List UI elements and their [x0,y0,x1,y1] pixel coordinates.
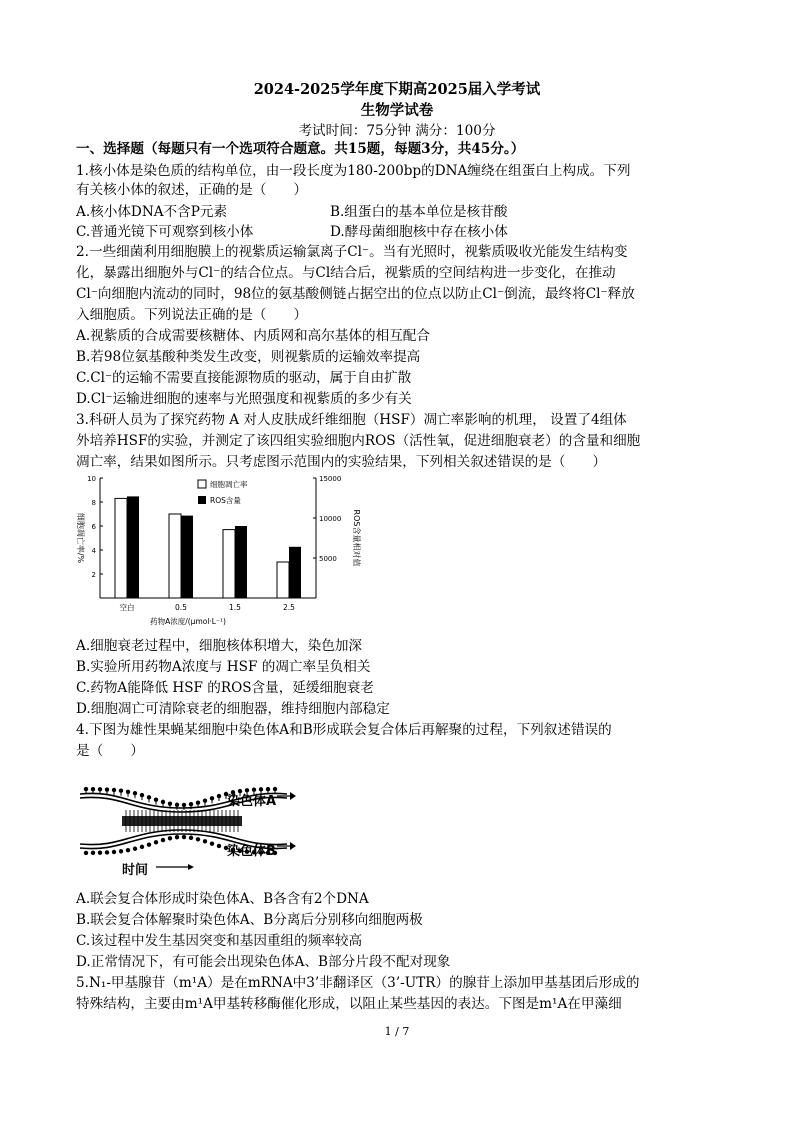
chromatin-loop [140,845,144,849]
q2-option-a: A.视紫质的合成需要核糖体、内质网和高尔基体的相互配合 [76,328,430,344]
chromatin-loop [168,836,172,840]
q2-stem-line2: 化，暴露出细胞外与Cl⁻的结合位点。与Cl结合后，视紫质的空间结构进一步变化，在推动 [76,265,616,281]
q3-option-a: A.细胞衰老过程中，细胞核体积增大，染色加深 [76,638,363,654]
chromatin-loop [91,787,95,791]
q3-stem-line2: 外培养HSF的实验，并测定了该四组实验细胞内ROS（活性氧，促进细胞衰老）的含量和细胞 [76,433,641,449]
y-axis-label: 细胞凋亡率/% [76,512,85,564]
chromatin-loop [217,844,221,848]
y2-axis-label: ROS含量相对值 [352,509,361,567]
q3-option-d: D.细胞凋亡可清除衰老的细胞器，维持细胞内部稳定 [76,701,390,717]
chromatin-loop [161,800,165,804]
q1-option-b: B.组蛋白的基本单位是核苷酸 [330,204,508,220]
chromatin-loop [119,789,123,793]
chromatin-loop [196,837,200,841]
q5-stem-line2: 特殊结构，主要由m¹A甲基转移酶催化形成，以阻止某些基因的表达。下图是m¹A在甲藻细 [76,996,622,1012]
legend-swatch-apoptosis [198,480,206,488]
chromatin-loop [175,835,179,839]
chromatin-loop [133,791,137,795]
q1-option-d: D.酵母菌细胞核中存在核小体 [330,224,508,240]
q3-bar-chart [70,470,370,630]
chromatin-loop [182,803,186,807]
q4-stem-line1: 4.下图为雄性果蝇某细胞中染色体A和B形成联会复合体后再解聚的过程，下列叙述错误的 [76,722,612,738]
chromatin-loop [168,801,172,805]
bar-apoptosis-rate [169,514,181,598]
chromatin-loop [175,803,179,807]
bar-ros-content [289,547,301,598]
x-tick-label: 1.5 [229,603,241,612]
q1-option-a: A.核小体DNA不含P元素 [76,204,228,220]
chromatin-loop [189,802,193,806]
q4-label-chromosome-a: 染色体A [227,794,277,809]
x-axis-label: 药物A浓度/(μmol·L⁻¹) [150,617,226,626]
chromatin-loop [126,790,130,794]
chromatin-loop [189,836,193,840]
q4-option-b: B.联会复合体解聚时染色体A、B分离后分别移向细胞两极 [76,912,423,928]
chromatin-loop [161,838,165,842]
exam-info: 考试时间：75分钟 满分：100分 [298,123,496,139]
bar-ros-content [127,496,139,598]
chromatin-loop [203,798,207,802]
chromatin-loop [217,794,221,798]
x-tick-label: 2.5 [283,603,295,612]
chromatin-loop [182,835,186,839]
q2-stem-line4: 入细胞质。下列说法正确的是（ ） [76,307,308,323]
y-tick-label: 10 [87,475,96,483]
chromatin-loop [203,839,207,843]
q4-label-chromosome-b: 染色体B [227,844,276,859]
q1-stem-line2: 有关核小体的叙述，正确的是（ ） [76,182,308,198]
page-number: 1 / 7 [384,1025,410,1038]
chromatin-loop [84,787,88,791]
chromatin-loop [105,850,109,854]
chromatin-loop [133,847,137,851]
q2-option-b: B.若98位氨基酸种类发生改变，则视紫质的运输效率提高 [76,349,421,365]
q4-option-c: C.该过程中发生基因突变和基因重组的频率较高 [76,933,363,949]
chromatin-loop [147,842,151,846]
q3-stem-line3: 凋亡率，结果如图所示。只考虑图示范围内的实验结果，下列相关叙述错误的是（ ） [76,454,607,470]
chromatin-loop [126,848,130,852]
chromatin-loop [98,851,102,855]
exam-title: 2024-2025学年度下期高2025届入学考试 [253,81,541,98]
q3-option-b: B.实验所用药物A浓度与 HSF 的凋亡率呈负相关 [76,659,371,675]
legend-label-apoptosis: 细胞凋亡率 [210,480,248,489]
chromatin-loop [84,851,88,855]
bar-ros-content [235,526,247,598]
q4-stem-line2: 是（ ） [76,743,144,759]
exam-subtitle: 生物学试卷 [360,102,434,119]
y-tick-label: 8 [91,499,96,507]
chromatin-loop [91,851,95,855]
y-tick-label: 4 [91,547,96,555]
chromatin-loop [112,850,116,854]
chromatin-loop [196,801,200,805]
y2-tick-label: 15000 [319,475,342,483]
q4-label-time: 时间 [122,863,149,878]
q3-stem-line1: 3.科研人员为了探究药物 A 对人皮肤成纤维细胞（HSF）凋亡率影响的机理， 设置了4组体 [76,412,627,428]
chromatin-loop [112,788,116,792]
y-tick-label: 2 [91,571,96,579]
q2-option-d: D.Cl⁻运输进细胞的速率与光照强度和视紫质的多少有关 [76,391,412,407]
chromatin-loop [147,795,151,799]
legend-swatch-ros [198,496,206,504]
legend-label-ros: ROS含量 [210,496,241,505]
chromatin-loop [154,840,158,844]
chromatin-loop [105,787,109,791]
q4-synaptonemal-diagram [72,770,302,880]
chromatin-loop [210,796,214,800]
q5-stem-line1: 5.N₁-甲基腺苷（m¹A）是在mRNA中3’非翻译区（3’-UTR）的腺苷上添加甲基基团后形成的 [76,975,640,991]
x-tick-label: 0.5 [175,603,187,612]
q1-stem-line1: 1.核小体是染色质的结构单位，由一段长度为180-200bp的DNA缠绕在组蛋白上构成。下列 [76,163,631,179]
x-tick-label: 空白 [119,603,135,612]
q3-option-c: C.药物A能降低 HSF 的ROS含量，延缓细胞衰老 [76,680,374,696]
bar-apoptosis-rate [115,498,127,598]
chromatin-loop [140,793,144,797]
bar-apoptosis-rate [223,530,235,598]
bar-ros-content [181,516,193,598]
y-tick-label: 6 [91,523,96,531]
y2-tick-label: 10000 [319,515,342,523]
q2-stem-line3: Cl⁻向细胞内流动的同时，98位的氨基酸侧链占据空出的位点以防止Cl⁻倒流，最终将Cl⁻释放 [76,286,635,302]
q2-option-c: C.Cl⁻的运输不需要直接能源物质的驱动，属于自由扩散 [76,370,412,386]
q4-option-a: A.联会复合体形成时染色体A、B各含有2个DNA [76,891,369,907]
chromatin-loop [98,787,102,791]
y2-tick-label: 5000 [319,555,337,563]
q1-option-c: C.普通光镜下可观察到核小体 [76,224,254,240]
section-heading: 一、选择题（每题只有一个选项符合题意。共15题，每题3分，共45分。） [76,141,525,157]
bar-apoptosis-rate [277,562,289,598]
chromatin-loop [119,849,123,853]
q2-stem-line1: 2.一些细菌利用细胞膜上的视紫质运输氯离子Cl⁻。当有光照时，视紫质吸收光能发生结构变 [76,244,628,260]
chromatin-loop [210,841,214,845]
chromatin-loop [154,797,158,801]
q4-option-d: D.正常情况下，有可能会出现染色体A、B部分片段不配对现象 [76,954,451,970]
